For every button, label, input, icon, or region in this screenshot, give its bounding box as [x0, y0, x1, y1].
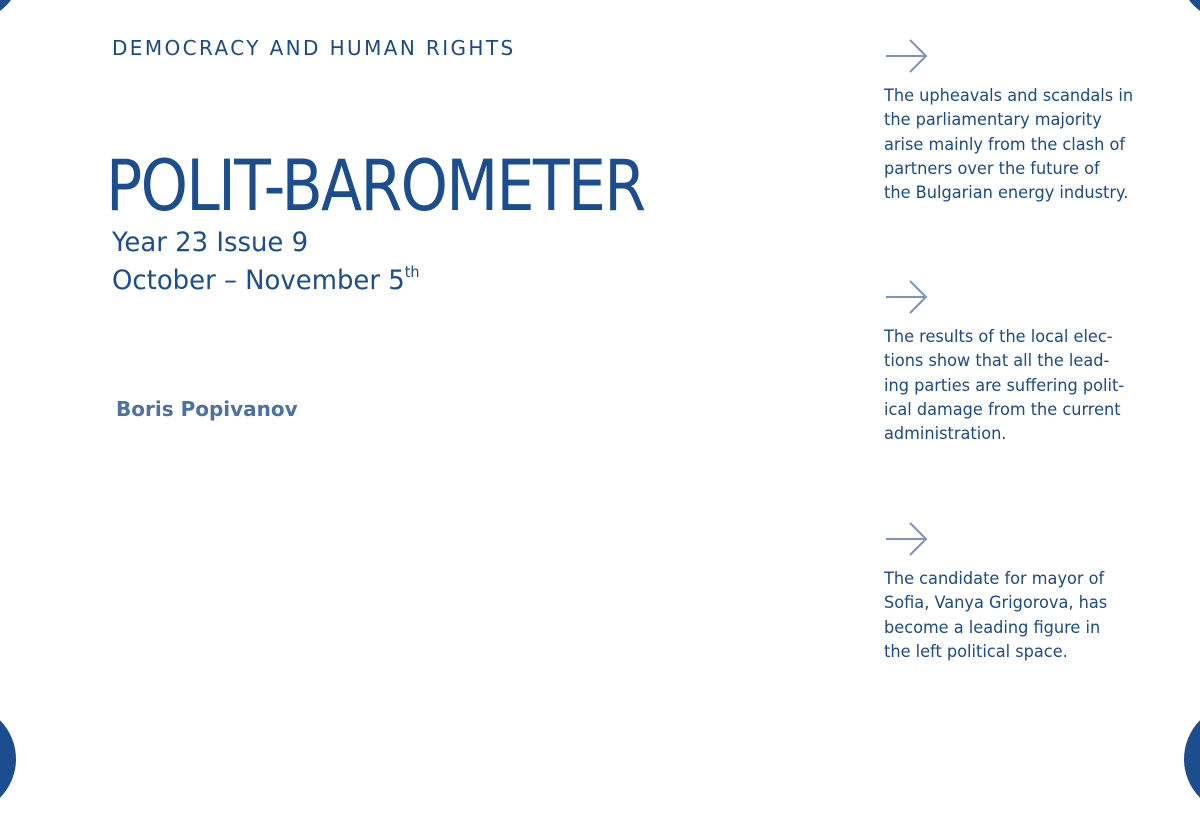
key-point-line: The upheavals and scandals in [884, 86, 1134, 106]
key-point-line: ing parties are suffering polit- [884, 375, 1125, 396]
key-point-line: The results of the local elec- [884, 327, 1113, 347]
key-point-line: the Bulgarian energy industry. [884, 183, 1129, 204]
series-label: DEMOCRACY AND HUMAN RIGHTS [112, 36, 516, 60]
key-point-line: become a leading figure in [884, 617, 1101, 638]
key-point-3 [884, 519, 1184, 664]
key-point-line: ical damage from the current [884, 399, 1121, 420]
key-point-line: administration. [884, 424, 1007, 445]
issue-number: Year 23 Issue 9 [112, 227, 309, 258]
arrow-right-icon [884, 277, 930, 317]
key-point-text [884, 567, 1184, 664]
key-point-line: partners over the future of [884, 158, 1100, 179]
key-point-text [884, 325, 1184, 446]
corner-decoration-top-left [0, 0, 22, 22]
key-point-text [884, 84, 1184, 205]
key-point-1 [884, 36, 1184, 205]
issue-dates-main: October – November 5 [112, 265, 405, 296]
key-point-line: the parliamentary majority [884, 110, 1102, 131]
publication-title: POLIT-BAROMETER [106, 144, 645, 227]
arrow-right-icon [884, 519, 930, 559]
corner-decoration-bottom-right [1184, 704, 1200, 814]
key-point-2 [884, 277, 1184, 446]
key-point-line: the left political space. [884, 641, 1068, 662]
issue-dates [112, 265, 420, 294]
arrow-right-icon [884, 36, 930, 76]
corner-decoration-top-right [1178, 0, 1200, 22]
author-name: Boris Popivanov [116, 397, 298, 421]
key-point-line: Sofia, Vanya Grigorova, has [884, 593, 1108, 614]
issue-dates-suffix: th [404, 263, 420, 281]
key-point-line: The candidate for mayor of [884, 569, 1105, 589]
corner-decoration-bottom-left [0, 704, 16, 814]
key-point-line: tions show that all the lead- [884, 351, 1110, 372]
key-point-line: arise mainly from the clash of [884, 134, 1126, 155]
